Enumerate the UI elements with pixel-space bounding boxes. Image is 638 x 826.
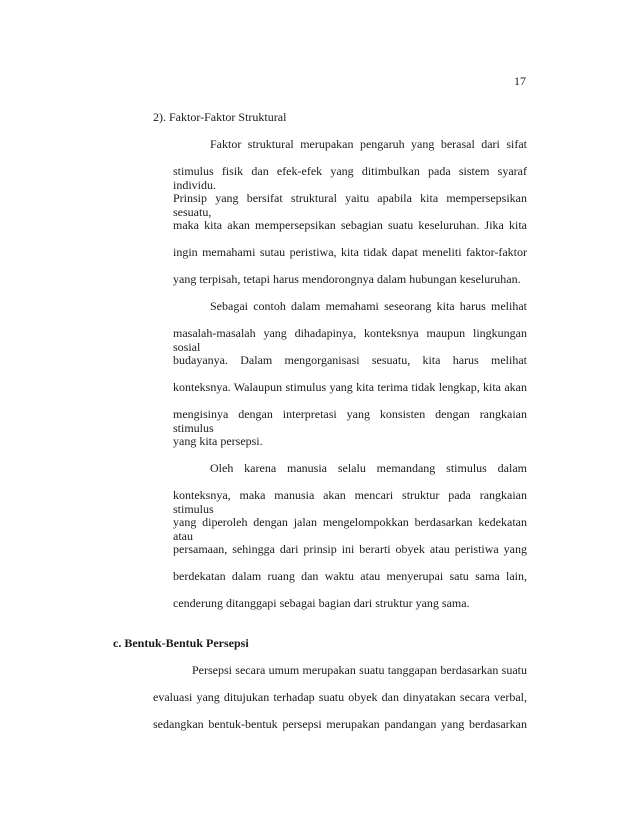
paragraph-line: yang terpisah, tetapi harus mendorongnya dalam hubungan keseluruhan.	[173, 272, 521, 286]
paragraph-line: sedangkan bentuk-bentuk persepsi merupakan pandangan yang berdasarkan	[153, 717, 527, 731]
paragraph-line: Prinsip yang bersifat struktural yaitu apabila kita mempersepsikan sesuatu,	[173, 191, 527, 219]
paragraph-line: evaluasi yang ditujukan terhadap suatu obyek dan dinyatakan secara verbal,	[153, 690, 527, 704]
paragraph-line: ingin memahami sutau peristiwa, kita tidak dapat meneliti faktor-faktor	[173, 245, 527, 259]
section-heading: c. Bentuk-Bentuk Persepsi	[113, 636, 249, 650]
paragraph-line: Sebagai contoh dalam memahami seseorang kita harus melihat	[210, 299, 527, 313]
paragraph-line: Faktor struktural merupakan pengaruh yang berasal dari sifat	[210, 137, 527, 151]
paragraph-line: Persepsi secara umum merupakan suatu tanggapan berdasarkan suatu	[192, 663, 527, 677]
paragraph-line: masalah-masalah yang dihadapinya, konteksnya maupun lingkungan sosial	[173, 326, 527, 354]
paragraph-line: yang kita persepsi.	[173, 434, 263, 448]
paragraph-line: mengisinya dengan interpretasi yang konsisten dengan rangkaian stimulus	[173, 407, 527, 435]
paragraph-line: konteksnya, maka manusia akan mencari struktur pada rangkaian stimulus	[173, 488, 527, 516]
paragraph-line: cenderung ditanggapi sebagai bagian dari struktur yang sama.	[173, 596, 470, 610]
paragraph-line: Oleh karena manusia selalu memandang stimulus dalam	[210, 461, 527, 475]
paragraph-line: berdekatan dalam ruang dan waktu atau menyerupai satu sama lain,	[173, 569, 527, 583]
paragraph-line: persamaan, sehingga dari prinsip ini berarti obyek atau peristiwa yang	[173, 542, 527, 556]
subsection-heading: 2). Faktor-Faktor Struktural	[153, 110, 287, 124]
paragraph-line: konteksnya. Walaupun stimulus yang kita terima tidak lengkap, kita akan	[173, 380, 527, 394]
paragraph-line: budayanya. Dalam mengorganisasi sesuatu, kita harus melihat	[173, 353, 527, 367]
paragraph-line: maka kita akan mempersepsikan sebagian suatu keseluruhan. Jika kita	[173, 218, 527, 232]
paragraph-line: stimulus fisik dan efek-efek yang ditimbulkan pada sistem syaraf individu.	[173, 164, 527, 192]
paragraph-line: yang diperoleh dengan jalan mengelompokkan berdasarkan kedekatan atau	[173, 515, 527, 543]
page-number: 17	[514, 74, 526, 88]
